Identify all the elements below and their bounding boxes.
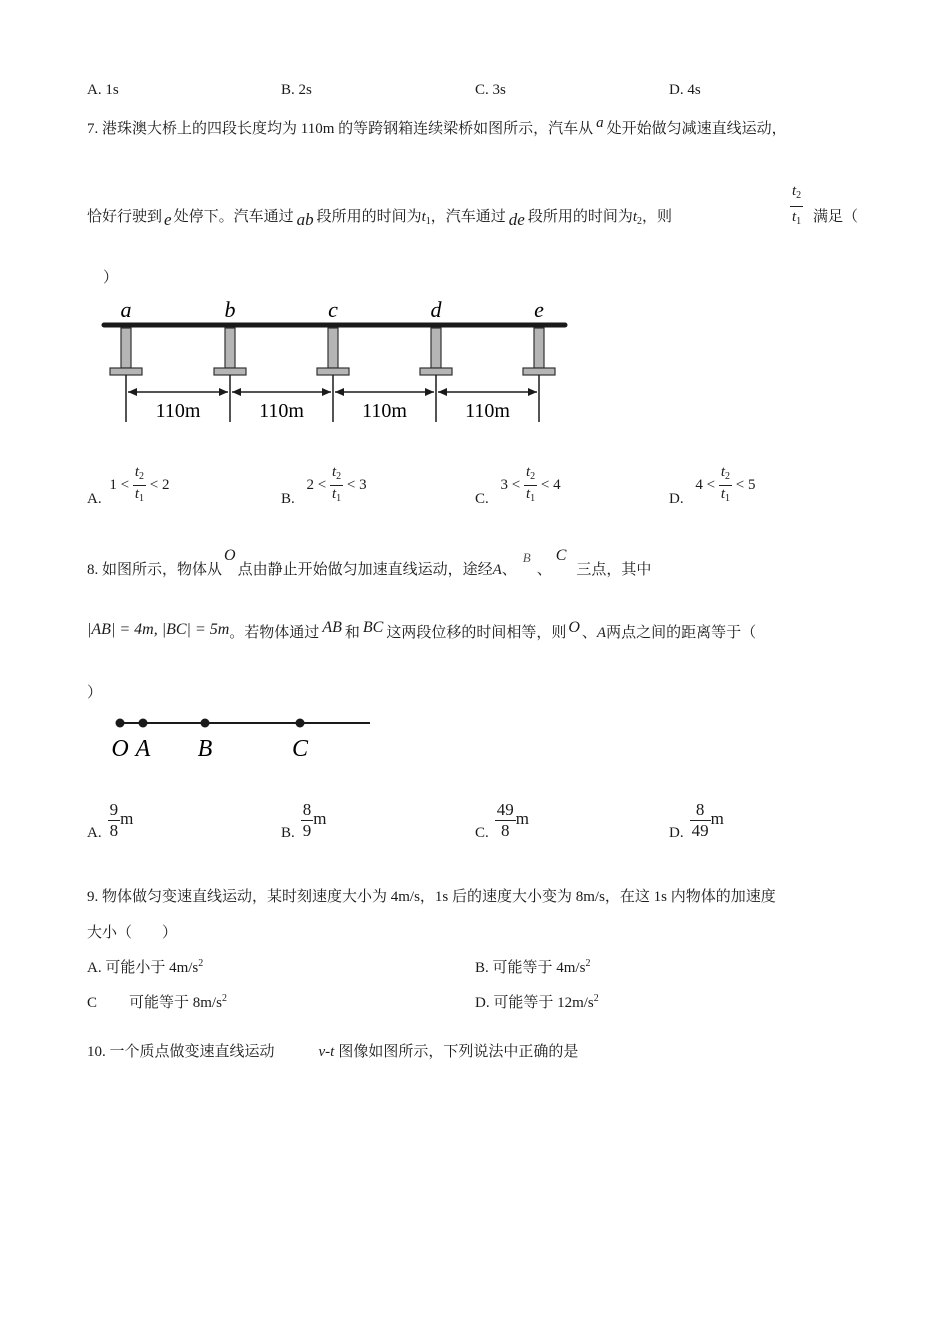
q8-option-a: A. $\frac{9}{8}$ m: [87, 800, 134, 841]
pier-label-c: c: [328, 297, 338, 322]
q7-line-2: 恰好行驶到 e 处停下。汽车通过 ab 段所用的时间为$t_1$，汽车通过 de 段所用的时间为$t_2$，则: [87, 209, 673, 229]
q8-option-b: B. $\frac{8}{9}$ m: [281, 800, 327, 841]
span-length-label: 110m: [465, 400, 510, 422]
span-dimension: [335, 388, 434, 422]
bridge-pier-a: [110, 297, 142, 422]
q9-option-c: C 可能等于 $8m/s^2$: [87, 993, 227, 1011]
q8-line-1: 8. 如图所示，物体从O点由静止开始做匀加速直线运动，途经A、B、C三点，其中: [87, 547, 652, 578]
q6-option-c: C. 3s: [475, 82, 506, 98]
bridge-pier-e: [523, 297, 555, 422]
span-length-label: 110m: [362, 400, 407, 422]
point-label-B: B: [197, 736, 213, 762]
point-label-O: O: [111, 736, 129, 762]
pier-label-e: e: [534, 297, 544, 322]
q7-close-paren: ）: [103, 270, 119, 286]
q7-option-b: B. 2 < $\frac{t_2}{t_1}$ < 3: [281, 464, 367, 507]
q8-close-paren: ）: [87, 685, 103, 701]
point-A: [139, 719, 148, 728]
point-label-C: C: [291, 736, 309, 762]
point-label-A: A: [135, 736, 151, 762]
q7-option-a: A. 1 < $\frac{t_2}{t_1}$ < 2: [87, 464, 170, 507]
q8-line-2: |AB| = 4m, |BC| = 5m。若物体通过 AB 和 BC 这两段位移的时间相等，则 O 、A两点之间的距离等于（: [87, 619, 757, 641]
q9-line-1: 9. 物体做匀变速直线运动，某时刻速度大小为 4m/s，1s 后的速度大小变为 8m/s，在这 1s 内物体的加速度: [87, 889, 776, 905]
span-dimension: [128, 388, 228, 422]
bridge-pier-c: [317, 297, 349, 422]
q9-option-d: D. 可能等于 $12m/s^2$: [475, 993, 599, 1011]
q9-line-2: 大小（ ）: [87, 925, 178, 941]
bridge-diagram: [90, 292, 580, 427]
point-B: [201, 719, 210, 728]
q8-option-c: C. $\frac{49}{8}$ m: [475, 800, 529, 841]
q10-line: 10. 一个质点做变速直线运动 v-t 图像如图所示，下列说法中正确的是: [87, 1044, 579, 1060]
pier-label-d: d: [430, 297, 442, 322]
point-C: [296, 719, 305, 728]
q7-ratio-fraction: $\frac{t_2}{t_1}$: [792, 183, 802, 227]
span-length-label: 110m: [155, 400, 201, 422]
q8-ab-bc-expression: |AB| = 4m, |BC| = 5m: [87, 621, 230, 638]
bridge-pier-b: [214, 297, 246, 422]
q7-option-c: C. 3 < $\frac{t_2}{t_1}$ < 4: [475, 464, 561, 507]
pier-label-b: b: [224, 297, 236, 322]
bridge-pier-d: [420, 297, 452, 422]
q8-option-d: D. $\frac{8}{49}$ m: [669, 800, 724, 841]
q7-option-d: D. 4 < $\frac{t_2}{t_1}$ < 5: [669, 464, 756, 507]
q9-option-b: B. 可能等于 $4m/s^2$: [475, 958, 591, 976]
points-diagram: [100, 710, 380, 765]
span-dimension: [232, 388, 331, 422]
pier-label-a: a: [120, 297, 132, 322]
point-O: [116, 719, 125, 728]
q9-option-a: A. 可能小于 $4m/s^2$: [87, 958, 204, 976]
span-length-label: 110m: [259, 400, 304, 422]
q6-option-a: A. 1s: [87, 82, 119, 98]
span-dimension: [438, 388, 537, 422]
q6-option-b: B. 2s: [281, 82, 312, 98]
q7-line-1: 7. 港珠澳大桥上的四段长度均为 110m 的等跨钢箱连续梁桥如图所示，汽车从 a 处开始做匀减速直线运动，: [87, 115, 787, 137]
q6-option-d: D. 4s: [669, 82, 701, 98]
q7-satisfy: 满足（: [813, 209, 859, 225]
